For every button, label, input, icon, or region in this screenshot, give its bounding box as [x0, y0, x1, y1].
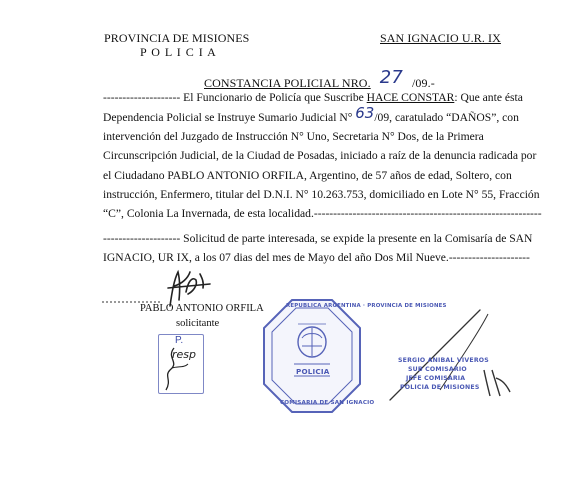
body-line-2 [103, 104, 519, 127]
receipt-stamp-label: P. [175, 335, 184, 346]
body-line-5: el Ciudadano PABLO ANTONIO ORFILA, Argentino, de 57 años de edad, Soltero, con [103, 169, 512, 182]
body-text: Solicitud de parte interesada, se expide la presente en la Comisaría de SAN [183, 232, 533, 245]
officer-signature [380, 300, 530, 410]
officer-stamp-role: JEFE COMISARIA [406, 375, 466, 382]
dash-filler: -------------------- [103, 91, 181, 104]
police-header: P O L I C I A [140, 45, 217, 59]
province-header: PROVINCIA DE MISIONES [104, 31, 250, 45]
body-text: El Funcionario de Policía que Suscribe [183, 91, 364, 104]
body-line-4: Circunscripción Judicial, de la Ciudad de Posadas, iniciado a raíz de la denuncia radicada por [103, 149, 537, 162]
title-suffix: /09.- [412, 76, 435, 90]
seal-center-word: POLICIA [296, 367, 330, 376]
body-text: /09, caratulado “DAÑOS”, con [374, 111, 519, 124]
officer-stamp-org: POLICIA DE MISIONES [400, 384, 480, 391]
body-line-8 [103, 229, 532, 248]
body-line-3: intervención del Juzgado de Instrucción N° Uno, Secretaria N° Dos, de la Primera [103, 130, 484, 143]
title-prefix: CONSTANCIA POLICIAL NRO. [204, 76, 371, 90]
officer-stamp-rank: SUB COMISARIO [408, 366, 467, 373]
dash-filler: -------------------- [103, 232, 181, 245]
seal-bottom-text: COMISARIA DE SAN IGNACIO [280, 400, 375, 406]
body-line-7: “C”, Colonia La Invernada, de esta localidad.----------------------------------------------------------- [103, 207, 542, 220]
resp-handwriting: resp [172, 348, 197, 361]
solicitant-name: PABLO ANTONIO ORFILA [140, 303, 264, 314]
unit-header: SAN IGNACIO U.R. IX [380, 31, 501, 45]
police-seal [262, 298, 362, 414]
seal-outer-text: REPUBLICA ARGENTINA · PROVINCIA DE MISIONES [286, 303, 447, 309]
hace-constar: HACE CONSTAR [366, 91, 455, 104]
resp-scribble [160, 346, 192, 392]
body-text: Dependencia Policial se Instruye Sumario Judicial N° [103, 111, 353, 124]
body-line-6: instrucción, Enfermero, titular del D.N.I. N° 10.263.753, domiciliado en Lote N° 55, Fracción [103, 188, 540, 201]
body-text: : Que ante ésta [454, 91, 523, 104]
handwritten-number: 27 [379, 67, 403, 88]
officer-stamp-name: SERGIO ANIBAL VIVEROS [398, 357, 489, 364]
handwritten-sumario-number: 63 [355, 104, 375, 122]
body-line-9: IGNACIO, UR IX, a los 07 dias del mes de Mayo del año Dos Mil Nueve.--------------------- [103, 251, 530, 264]
solicitant-role: solicitante [176, 318, 220, 329]
body-line-1 [103, 88, 523, 107]
